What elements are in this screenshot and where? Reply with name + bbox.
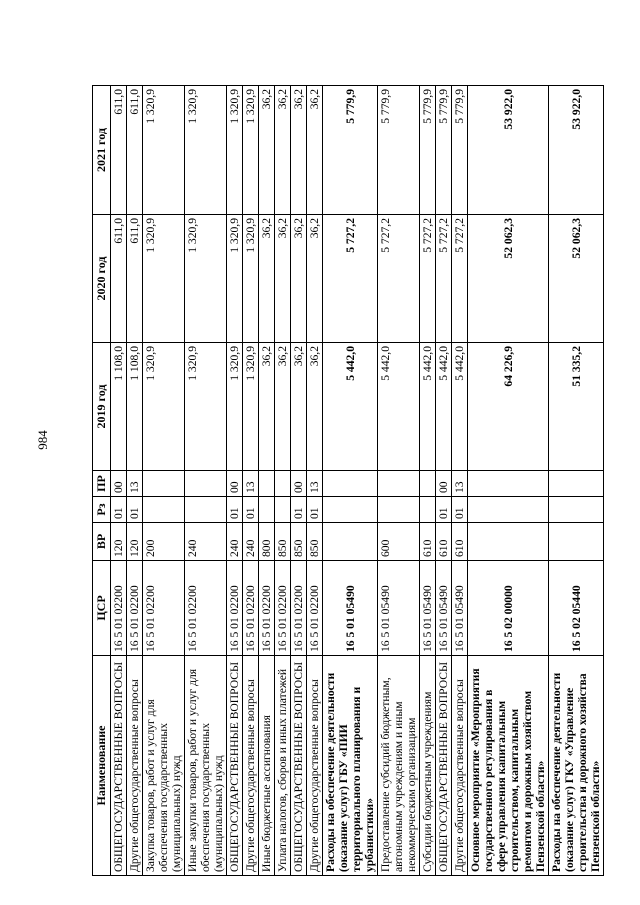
- cell-rz: 01: [127, 497, 143, 523]
- cell-rz: [468, 497, 549, 523]
- cell-name: Расходы на обеспечение деятельности (оказание услуг) ГБУ «ПИИ территориального планирования и урбанистики»: [323, 656, 378, 876]
- cell-pr: [420, 471, 436, 497]
- table-row: [127, 86, 143, 876]
- table-header-row: [93, 86, 111, 876]
- cell-rz: [378, 497, 420, 523]
- cell-2019: 51 335,2: [549, 343, 604, 471]
- cell-pr: 13: [127, 471, 143, 497]
- cell-2021: 1 320,9: [143, 86, 185, 215]
- cell-pr: 00: [291, 471, 307, 497]
- cell-pr: [259, 471, 275, 497]
- cell-rz: [420, 497, 436, 523]
- cell-pr: [378, 471, 420, 497]
- table-row: [378, 86, 420, 876]
- cell-2021: 611,0: [111, 86, 127, 215]
- cell-2019: 5 442,0: [378, 343, 420, 471]
- cell-2021: 5 779,9: [452, 86, 468, 215]
- cell-vr: 240: [227, 523, 243, 561]
- cell-2020: 5 727,2: [436, 215, 452, 343]
- cell-2021: 1 320,9: [243, 86, 259, 215]
- cell-name: Субсидии бюджетным учреждениям: [420, 656, 436, 876]
- header-rz: Рз: [93, 497, 111, 523]
- cell-2021: 36,2: [291, 86, 307, 215]
- table-row: [323, 86, 378, 876]
- cell-pr: 00: [436, 471, 452, 497]
- header-name: Наименование: [93, 656, 111, 876]
- cell-2020: 52 062,3: [549, 215, 604, 343]
- cell-vr: 600: [378, 523, 420, 561]
- cell-2019: 5 442,0: [420, 343, 436, 471]
- cell-2019: 5 442,0: [323, 343, 378, 471]
- cell-vr: 800: [259, 523, 275, 561]
- cell-pr: 00: [111, 471, 127, 497]
- header-pr: ПР: [93, 471, 111, 497]
- header-csr: ЦСР: [93, 561, 111, 656]
- cell-2021: 36,2: [259, 86, 275, 215]
- cell-pr: [323, 471, 378, 497]
- cell-2021: 53 922,0: [549, 86, 604, 215]
- cell-rz: 01: [243, 497, 259, 523]
- cell-name: ОБЩЕГОСУДАРСТВЕННЫЕ ВОПРОСЫ: [291, 656, 307, 876]
- cell-2020: 1 320,9: [243, 215, 259, 343]
- cell-name: Уплата налогов, сборов и иных платежей: [275, 656, 291, 876]
- cell-2020: 5 727,2: [452, 215, 468, 343]
- cell-vr: 850: [275, 523, 291, 561]
- cell-2021: 36,2: [275, 86, 291, 215]
- cell-2020: 1 320,9: [227, 215, 243, 343]
- cell-name: ОБЩЕГОСУДАРСТВЕННЫЕ ВОПРОСЫ: [436, 656, 452, 876]
- cell-name: Другие общегосударственные вопросы: [452, 656, 468, 876]
- cell-2020: 1 320,9: [185, 215, 227, 343]
- cell-2021: 5 779,9: [378, 86, 420, 215]
- cell-2020: 36,2: [259, 215, 275, 343]
- rotated-table-wrapper: [92, 86, 602, 876]
- table-row: [243, 86, 259, 876]
- cell-vr: 240: [185, 523, 227, 561]
- cell-name: Основное мероприятие «Мероприятия государственного регулирования в сфере управления капитальным строительством, капитальным ремонтом и дорожным хозяйством Пензенской области»: [468, 656, 549, 876]
- cell-2020: 611,0: [111, 215, 127, 343]
- cell-vr: 610: [452, 523, 468, 561]
- table-row: [436, 86, 452, 876]
- cell-pr: [185, 471, 227, 497]
- cell-csr: 16 5 01 05490: [323, 561, 378, 656]
- cell-rz: 01: [307, 497, 323, 523]
- cell-csr: 16 5 01 05490: [420, 561, 436, 656]
- cell-rz: [143, 497, 185, 523]
- cell-vr: 610: [436, 523, 452, 561]
- cell-2021: 5 779,9: [436, 86, 452, 215]
- cell-pr: 13: [452, 471, 468, 497]
- cell-2019: 1 320,9: [243, 343, 259, 471]
- cell-rz: [259, 497, 275, 523]
- cell-csr: 16 5 01 02200: [259, 561, 275, 656]
- cell-2020: 52 062,3: [468, 215, 549, 343]
- header-2019: 2019 год: [93, 343, 111, 471]
- cell-2019: 1 108,0: [111, 343, 127, 471]
- cell-rz: 01: [452, 497, 468, 523]
- table-row: [227, 86, 243, 876]
- header-vr: ВР: [93, 523, 111, 561]
- cell-csr: 16 5 01 02200: [127, 561, 143, 656]
- cell-2019: 5 442,0: [436, 343, 452, 471]
- cell-name: Закупка товаров, работ и услуг для обеспечения государственных (муниципальных) нужд: [143, 656, 185, 876]
- table-row: [468, 86, 549, 876]
- cell-2019: 36,2: [291, 343, 307, 471]
- cell-2019: 64 226,9: [468, 343, 549, 471]
- cell-pr: [275, 471, 291, 497]
- cell-name: Другие общегосударственные вопросы: [127, 656, 143, 876]
- cell-name: Расходы на обеспечение деятельности (оказание услуг) ГКУ «Управление строительства и дорожного хозяйства Пензенской области»: [549, 656, 604, 876]
- cell-vr: [549, 523, 604, 561]
- cell-pr: 00: [227, 471, 243, 497]
- cell-2021: 1 320,9: [227, 86, 243, 215]
- cell-2019: 36,2: [275, 343, 291, 471]
- cell-pr: [468, 471, 549, 497]
- cell-2020: 5 727,2: [378, 215, 420, 343]
- table-row: [143, 86, 185, 876]
- table-row: [275, 86, 291, 876]
- cell-2021: 53 922,0: [468, 86, 549, 215]
- cell-2021: 611,0: [127, 86, 143, 215]
- header-2021: 2021 год: [93, 86, 111, 215]
- table-row: [549, 86, 604, 876]
- cell-name: Другие общегосударственные вопросы: [307, 656, 323, 876]
- cell-2019: 1 108,0: [127, 343, 143, 471]
- cell-csr: 16 5 02 00000: [468, 561, 549, 656]
- cell-csr: 16 5 01 02200: [143, 561, 185, 656]
- cell-csr: 16 5 01 02200: [307, 561, 323, 656]
- cell-rz: [185, 497, 227, 523]
- cell-name: Иные бюджетные ассигнования: [259, 656, 275, 876]
- cell-vr: 850: [307, 523, 323, 561]
- cell-name: Иные закупки товаров, работ и услуг для обеспечения государственных (муниципальных) нужд: [185, 656, 227, 876]
- cell-name: ОБЩЕГОСУДАРСТВЕННЫЕ ВОПРОСЫ: [227, 656, 243, 876]
- cell-csr: 16 5 01 05490: [378, 561, 420, 656]
- cell-2019: 36,2: [259, 343, 275, 471]
- cell-vr: 610: [420, 523, 436, 561]
- cell-2019: 1 320,9: [185, 343, 227, 471]
- cell-csr: 16 5 01 05490: [436, 561, 452, 656]
- cell-pr: [549, 471, 604, 497]
- cell-csr: 16 5 01 02200: [275, 561, 291, 656]
- budget-table: [92, 85, 604, 876]
- cell-2020: 36,2: [275, 215, 291, 343]
- cell-name: Другие общегосударственные вопросы: [243, 656, 259, 876]
- table-row: [259, 86, 275, 876]
- cell-vr: 240: [243, 523, 259, 561]
- table-row: [420, 86, 436, 876]
- header-2020: 2020 год: [93, 215, 111, 343]
- table-row: [185, 86, 227, 876]
- table-body: [111, 86, 604, 876]
- cell-2020: 611,0: [127, 215, 143, 343]
- cell-csr: 16 5 01 02200: [227, 561, 243, 656]
- cell-rz: 01: [291, 497, 307, 523]
- cell-rz: [549, 497, 604, 523]
- cell-2019: 5 442,0: [452, 343, 468, 471]
- cell-2020: 1 320,9: [143, 215, 185, 343]
- cell-csr: 16 5 01 02200: [243, 561, 259, 656]
- cell-rz: [275, 497, 291, 523]
- cell-2020: 5 727,2: [323, 215, 378, 343]
- cell-2019: 36,2: [307, 343, 323, 471]
- cell-vr: 120: [111, 523, 127, 561]
- cell-csr: 16 5 02 05440: [549, 561, 604, 656]
- cell-vr: 120: [127, 523, 143, 561]
- cell-2021: 36,2: [307, 86, 323, 215]
- cell-pr: [143, 471, 185, 497]
- table-row: [452, 86, 468, 876]
- cell-name: ОБЩЕГОСУДАРСТВЕННЫЕ ВОПРОСЫ: [111, 656, 127, 876]
- cell-2020: 36,2: [307, 215, 323, 343]
- cell-2020: 5 727,2: [420, 215, 436, 343]
- table-row: [307, 86, 323, 876]
- cell-pr: 13: [243, 471, 259, 497]
- cell-pr: 13: [307, 471, 323, 497]
- table-row: [291, 86, 307, 876]
- cell-csr: 16 5 01 02200: [291, 561, 307, 656]
- cell-csr: 16 5 01 05490: [452, 561, 468, 656]
- cell-2021: 5 779,9: [420, 86, 436, 215]
- cell-2021: 5 779,9: [323, 86, 378, 215]
- cell-rz: 01: [111, 497, 127, 523]
- table-row: [111, 86, 127, 876]
- cell-2019: 1 320,9: [227, 343, 243, 471]
- cell-rz: [323, 497, 378, 523]
- cell-rz: 01: [436, 497, 452, 523]
- cell-vr: [323, 523, 378, 561]
- cell-name: Предоставление субсидий бюджетным, автономным учреждениям и иным некоммерческим организациям: [378, 656, 420, 876]
- cell-2019: 1 320,9: [143, 343, 185, 471]
- cell-2020: 36,2: [291, 215, 307, 343]
- cell-2021: 1 320,9: [185, 86, 227, 215]
- cell-vr: 850: [291, 523, 307, 561]
- cell-vr: [468, 523, 549, 561]
- cell-rz: 01: [227, 497, 243, 523]
- cell-vr: 200: [143, 523, 185, 561]
- page-number: 984: [35, 430, 50, 450]
- cell-csr: 16 5 01 02200: [111, 561, 127, 656]
- cell-csr: 16 5 01 02200: [185, 561, 227, 656]
